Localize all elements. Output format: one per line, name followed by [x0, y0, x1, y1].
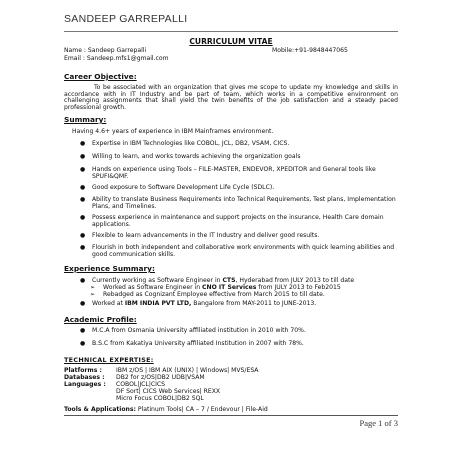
experience-heading: Experience Summary:: [64, 264, 155, 273]
bullet-icon: ●: [80, 166, 86, 173]
tools-label: Tools & Applications:: [64, 406, 136, 413]
document-title: CURRICULUM VITAE: [189, 37, 273, 46]
academic-heading: Academic Profile:: [64, 315, 137, 324]
experience-sub-item: ➢ Worked as Software Engineer in CNO IT Services from JULY 2013 to Feb2015: [90, 284, 341, 291]
page-number: Page 1 of 3: [359, 418, 398, 428]
arrow-icon: ➢: [90, 291, 96, 298]
arrow-icon: ➢: [90, 284, 96, 291]
bullet-icon: ●: [80, 327, 86, 334]
career-objective-heading: Career Objective:: [64, 72, 137, 81]
header-divider: [64, 31, 398, 32]
career-objective-text: To be associated with an organization that gives me scope to update my knowledge and skills in accordance with in IT Industry and be part of team, which works in a competitive environment on challenging assignments that shall yield the twin benefits of the job satisfaction and a steady paced professional growth.: [64, 84, 398, 111]
languages-value: COBOL|JCL|CICS: [116, 381, 166, 388]
bullet-icon: ●: [80, 184, 86, 191]
bullet-icon: ●: [80, 196, 86, 203]
languages-value-line2: DF Sort| CICS Web Services| REXX: [116, 388, 221, 395]
technical-heading: TECHNICAL EXPERTISE:: [64, 356, 154, 364]
resume-header-name: SANDEEP GARREPALLI: [64, 13, 188, 25]
bullet-icon: ●: [80, 244, 86, 251]
languages-value-line3: Micro Focus COBOL|DB2 SQL: [116, 395, 204, 402]
databases-label: Databases :: [64, 374, 105, 381]
tools-line: [64, 406, 268, 413]
summary-intro: Having 4.6+ years of experience in IBM Mainframes environment.: [72, 128, 274, 135]
bullet-icon: ●: [80, 153, 86, 160]
bullet-icon: ●: [80, 277, 86, 284]
experience-sub-item: ➢ Rebadged as Cognizant Employee effective from March 2015 to till date.: [90, 291, 325, 298]
tools-value: Platinum Tools| CA – 7 / Endevour | File-Aid: [135, 406, 268, 413]
contact-email: Email : Sandeep.mfs1@gmail.com: [64, 55, 169, 62]
footer-divider: [64, 415, 398, 416]
platforms-label: Platforms :: [64, 367, 102, 374]
contact-name: Name : Sandeep Garrepalli: [64, 47, 147, 54]
platforms-value: IBM z/OS | IBM AIX (UNIX) | Windows| MVS/ESA: [116, 367, 259, 374]
contact-mobile: Mobile:+91-9848447065: [272, 47, 348, 54]
databases-value: DB2 for z/OS|DB2 UDB|VSAM: [116, 374, 205, 381]
bullet-icon: ●: [80, 340, 86, 347]
bullet-icon: ●: [80, 232, 86, 239]
bullet-icon: ●: [80, 214, 86, 221]
languages-label: Languages :: [64, 381, 106, 388]
bullet-icon: ●: [80, 140, 86, 147]
bullet-icon: ●: [80, 300, 86, 307]
summary-heading: Summary:: [64, 115, 107, 124]
